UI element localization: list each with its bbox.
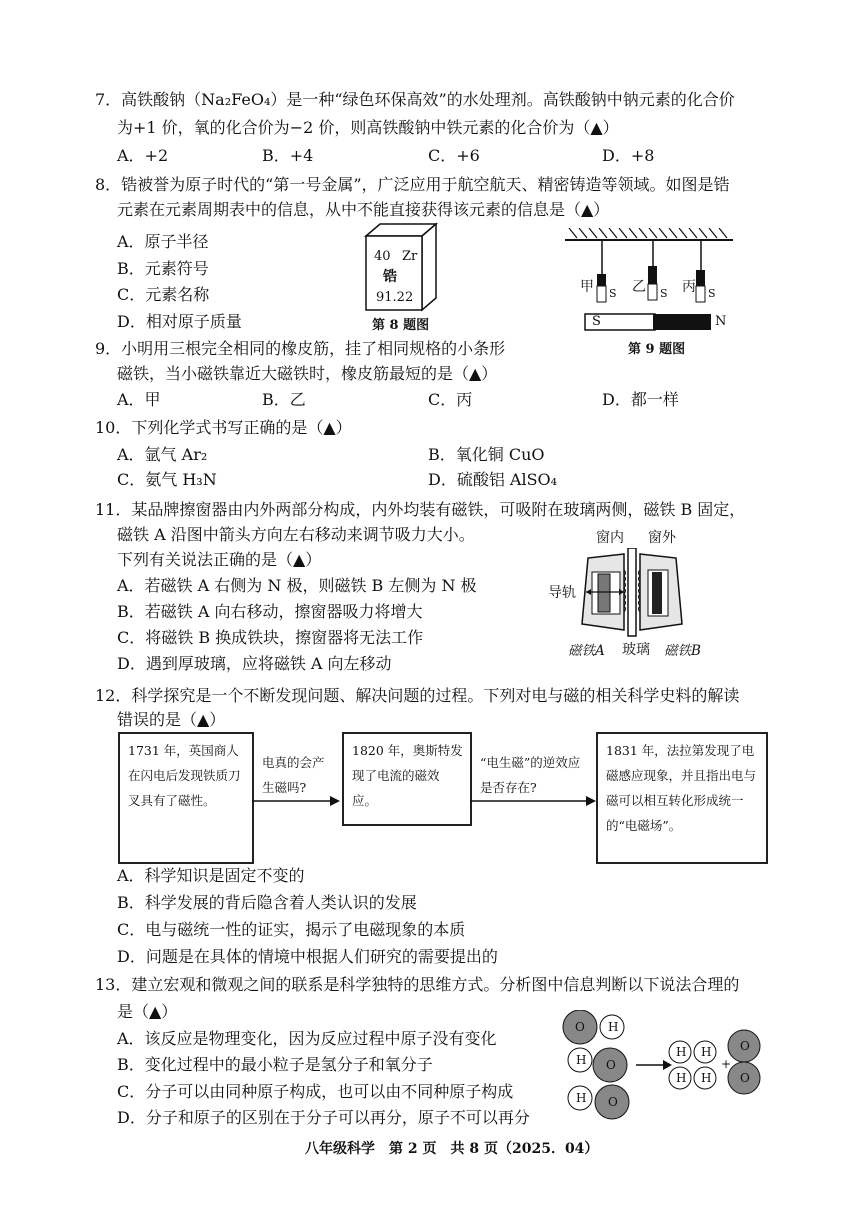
q7-option-c: C．+6 — [428, 146, 480, 165]
q12-option-c: C．电与磁统一性的证实，揭示了电磁现象的本质 — [117, 920, 466, 939]
window-inside-label: 窗内 — [596, 530, 624, 546]
arrow-question-2: “电生磁”的逆效应是否存在? — [480, 755, 581, 795]
plus-sign: + — [721, 1057, 732, 1071]
q12-stem-line2: 错误的是（▲） — [117, 710, 226, 729]
magnet-label-bing: 丙 — [682, 279, 696, 295]
q9-option-b: B．乙 — [262, 390, 306, 409]
q13-stem-line1: 13．建立宏观和微观之间的联系是科学独特的思维方式。分析图中信息判断以下说法合理的 — [95, 975, 740, 994]
arrow-question-1: 电真的会产生磁吗? — [262, 755, 325, 795]
big-magnet-s: S — [592, 314, 601, 329]
q7-option-a: A．+2 — [117, 146, 169, 165]
q10-option-b: B．氧化铜 CuO — [428, 445, 545, 464]
atom-o-5: O — [740, 1071, 750, 1085]
arrow-1 — [252, 795, 340, 807]
window-outside-label: 窗外 — [648, 530, 676, 546]
q13-option-a: A．该反应是物理变化，因为反应过程中原子没有变化 — [117, 1029, 497, 1048]
q10-option-d: D．硫酸铝 AlSO₄ — [428, 470, 558, 489]
q9-option-a: A．甲 — [117, 390, 161, 409]
history-box-1820 — [342, 732, 472, 826]
q12-option-d: D．问题是在具体的情境中根据人们研究的需要提出的 — [117, 947, 498, 966]
q8-option-a: A．原子半径 — [117, 232, 209, 251]
atom-h-5: H — [701, 1045, 712, 1059]
small-magnet-s-1: S — [609, 287, 617, 300]
q9-stem-line1: 9．小明用三根完全相同的橡皮筋，挂了相同规格的小条形 — [95, 339, 506, 358]
history-box-1731 — [118, 732, 254, 864]
atom-h-4: H — [676, 1045, 687, 1059]
q7-option-d: D．+8 — [602, 146, 655, 165]
reaction-figure — [560, 1010, 780, 1126]
q8-figure-caption: 第 8 题图 — [372, 318, 430, 333]
q7-stem-line1: 7．高铁酸钠（Na₂FeO₄）是一种“绿色环保高效”的水处理剂。高铁酸钠中钠元素的化合价 — [95, 90, 735, 109]
q11-option-b: B．若磁铁 A 向右移动，擦窗器吸力将增大 — [117, 602, 423, 621]
q13-option-d: D．分子和原子的区别在于分子可以再分，原子不可以再分 — [117, 1108, 530, 1127]
q10-option-a: A．氩气 Ar₂ — [117, 445, 208, 464]
atom-h-3: H — [576, 1091, 587, 1105]
atom-o-1: O — [575, 1020, 585, 1034]
window-cleaner-figure — [578, 548, 718, 638]
arrow-2 — [470, 795, 596, 807]
q10-option-c: C．氨气 H₃N — [117, 470, 217, 489]
q11-stem-line1: 11．某品牌擦窗器由内外两部分构成，内外均装有磁铁，可吸附在玻璃两侧，磁铁 B 固定， — [95, 500, 746, 519]
history-text-1731: 1731 年，英国商人在闪电后发现铁质刀叉具有了磁性。 — [128, 743, 241, 808]
atom-o-2: O — [606, 1058, 616, 1072]
element-atomic-number: 40 — [374, 249, 391, 264]
q7-stem-line2: 为+1 价，氧的化合价为−2 价，则高铁酸钠中铁元素的化合价为（▲） — [117, 118, 619, 137]
rail-label: 导轨 — [548, 585, 576, 601]
q12-option-b: B．科学发展的背后隐含着人类认识的发展 — [117, 893, 417, 912]
small-magnet-s-2: S — [660, 287, 668, 300]
q11-option-c: C．将磁铁 B 换成铁块，擦窗器将无法工作 — [117, 628, 424, 647]
magnet-a-label: 磁铁A — [568, 643, 605, 659]
page-footer: 八年级科学 第 2 页 共 8 页（2025．04） — [305, 1141, 599, 1157]
atom-h-6: H — [676, 1071, 687, 1085]
big-magnet-n: N — [715, 314, 727, 329]
element-name: 锆 — [383, 269, 397, 285]
q8-option-c: C．元素名称 — [117, 285, 210, 304]
q10-stem: 10．下列化学式书写正确的是（▲） — [95, 418, 352, 437]
q13-stem-line2: 是（▲） — [117, 1002, 178, 1021]
magnet-label-jia: 甲 — [580, 279, 594, 295]
history-box-1831 — [596, 732, 768, 864]
magnet-label-yi: 乙 — [632, 279, 646, 295]
q11-stem-line2: 磁铁 A 沿图中箭头方向左右移动来调节吸力大小。 — [117, 525, 475, 544]
atom-h-2: H — [576, 1053, 587, 1067]
q12-option-a: A．科学知识是固定不变的 — [117, 866, 305, 885]
magnet-b-label: 磁铁B — [664, 643, 701, 659]
q7-option-b: B．+4 — [262, 146, 314, 165]
q11-stem-line3: 下列有关说法正确的是（▲） — [117, 550, 322, 569]
q13-option-b: B．变化过程中的最小粒子是氢分子和氧分子 — [117, 1055, 433, 1074]
q13-option-c: C．分子可以由同种原子构成，也可以由不同种原子构成 — [117, 1082, 514, 1101]
atom-o-4: O — [740, 1039, 750, 1053]
atom-o-3: O — [608, 1095, 618, 1109]
q8-stem-line2: 元素在元素周期表中的信息，从中不能直接获得该元素的信息是（▲） — [117, 200, 610, 219]
glass-label: 玻璃 — [622, 642, 650, 658]
small-magnet-s-3: S — [708, 287, 716, 300]
q9-option-c: C．丙 — [428, 390, 473, 409]
q8-stem-line1: 8．锆被誉为原子时代的“第一号金属”，广泛应用于航空航天、精密铸造等领域。如图是锆 — [95, 175, 730, 194]
element-mass: 91.22 — [376, 290, 414, 305]
q9-figure-caption: 第 9 题图 — [628, 342, 686, 357]
q11-option-a: A．若磁铁 A 右侧为 N 极，则磁铁 B 左侧为 N 极 — [117, 576, 477, 595]
q9-option-d: D．都一样 — [602, 390, 679, 409]
q9-stem-line2: 磁铁，当小磁铁靠近大磁铁时，橡皮筋最短的是（▲） — [117, 364, 498, 383]
q8-option-d: D．相对原子质量 — [117, 312, 242, 331]
element-symbol: Zr — [402, 249, 418, 264]
q8-option-b: B．元素符号 — [117, 259, 209, 278]
atom-h-7: H — [701, 1071, 712, 1085]
q11-option-d: D．遇到厚玻璃，应将磁铁 A 向左移动 — [117, 654, 392, 673]
atom-h-1: H — [608, 1020, 619, 1034]
q12-stem-line1: 12．科学探究是一个不断发现问题、解决问题的过程。下列对电与磁的相关科学史料的解读 — [95, 686, 740, 705]
history-text-1820: 1820 年，奥斯特发现了电流的磁效应。 — [352, 743, 463, 808]
history-text-1831: 1831 年，法拉第发现了电磁感应现象，并且指出电与磁可以相互转化形成统一的“电磁场”。 — [606, 743, 757, 833]
